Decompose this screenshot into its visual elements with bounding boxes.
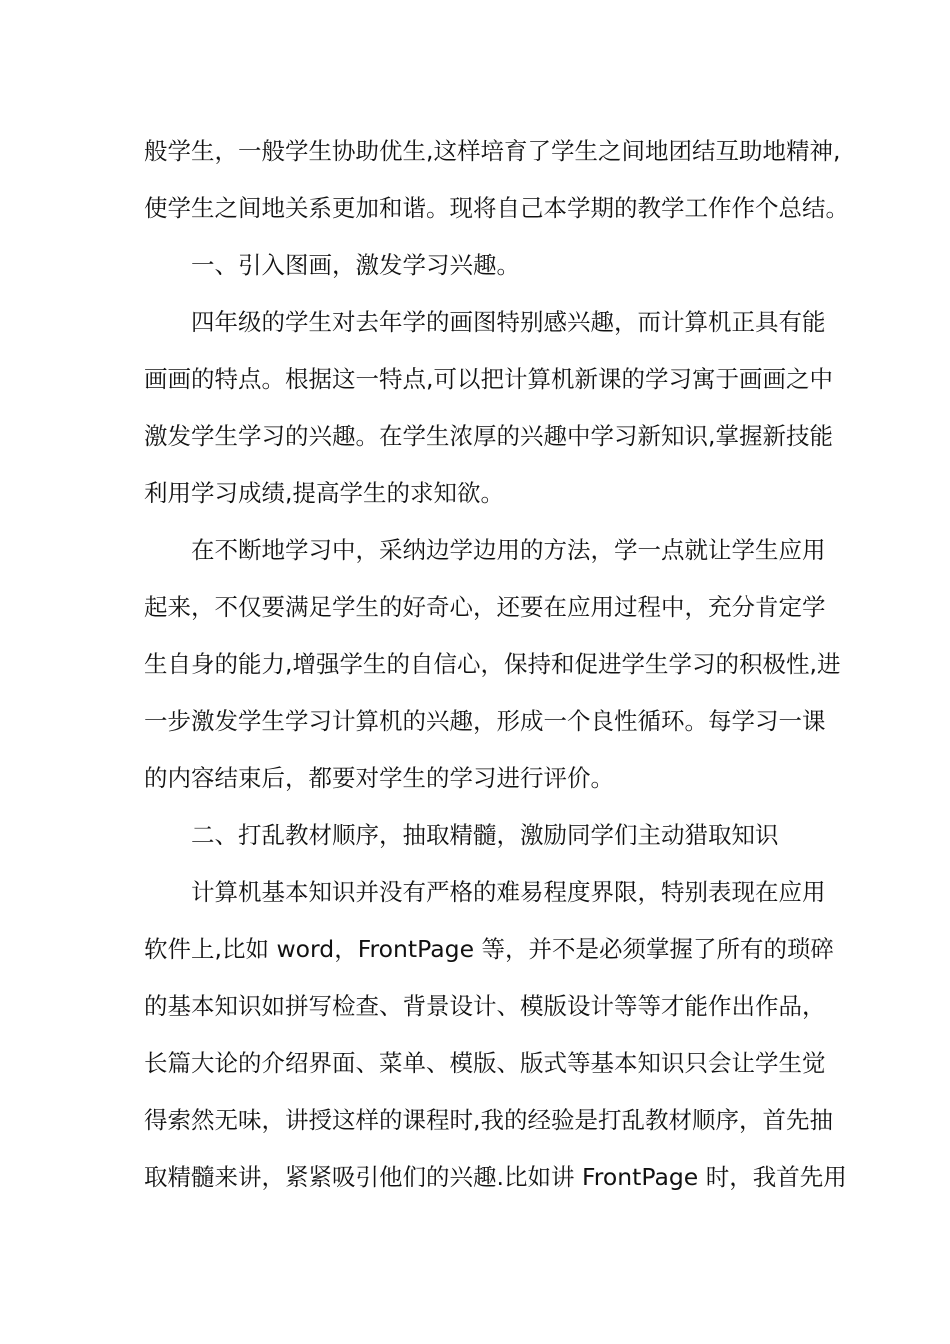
section-heading: 二、打乱教材顺序，抽取精髓，激励同学们主动猎取知识 <box>191 821 779 849</box>
text-line: 生自身的能力,增强学生的自信心，保持和促进学生学习的积极性,进 <box>144 650 841 678</box>
text-line: 计算机基本知识并没有严格的难易程度界限，特别表现在应用 <box>191 878 826 906</box>
text-line: 利用学习成绩,提高学生的求知欲。 <box>144 479 504 507</box>
text-line: 起来，不仅要满足学生的好奇心，还要在应用过程中，充分肯定学 <box>144 593 826 621</box>
text-line: 的基本知识如拼写检查、背景设计、模版设计等等才能作出作品， <box>144 992 826 1020</box>
text-line: 使学生之间地关系更加和谐。现将自己本学期的教学工作作个总结。 <box>144 194 849 222</box>
text-line: 得索然无味，讲授这样的课程时,我的经验是打乱教材顺序，首先抽 <box>144 1106 833 1134</box>
text-line: 画画的特点。根据这一特点,可以把计算机新课的学习寓于画画之中 <box>144 365 833 393</box>
text-line: 长篇大论的介绍界面、菜单、模版、版式等基本知识只会让学生觉 <box>144 1049 826 1077</box>
text-line: 软件上,比如 word，FrontPage 等，并不是必须掌握了所有的琐碎 <box>144 935 835 963</box>
text-line: 一步激发学生学习计算机的兴趣，形成一个良性循环。每学习一课 <box>144 707 826 735</box>
text-line: 激发学生学习的兴趣。在学生浓厚的兴趣中学习新知识,掌握新技能 <box>144 422 833 450</box>
document-body <box>144 128 849 1211</box>
text-line: 在不断地学习中，采纳边学边用的方法，学一点就让学生应用 <box>191 536 826 564</box>
text-line: 的内容结束后，都要对学生的学习进行评价。 <box>144 764 614 792</box>
section-heading: 一、引入图画，激发学习兴趣。 <box>191 251 520 279</box>
text-line: 四年级的学生对去年学的画图特别感兴趣，而计算机正具有能 <box>191 308 826 336</box>
text-line: 取精髓来讲，紧紧吸引他们的兴趣.比如讲 FrontPage 时，我首先用 <box>144 1163 847 1191</box>
text-line: 般学生，一般学生协助优生,这样培育了学生之间地团结互助地精神, <box>144 137 841 165</box>
